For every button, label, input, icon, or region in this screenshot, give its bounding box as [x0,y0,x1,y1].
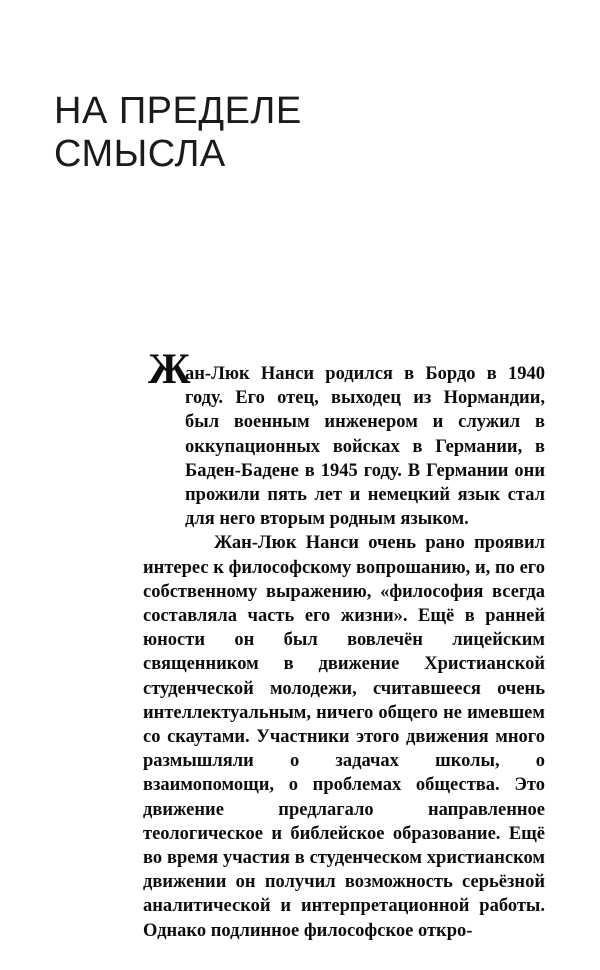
opening-paragraph [148,346,545,531]
body-text [143,346,545,943]
second-paragraph: Жан-Люк Нанси очень рано проявил интерес к философскому вопрошанию, и, по его собственному выражению, «философия всегда составляла часть его жизни». Ещё в ранней юности он был вовлечён лицейским священником в движение Христианской студенческой молодежи, считавшееся очень интеллектуальным, ничего общего не имевшем со скаутами. Участники этого движения много размышляли о задачах школы, о взаимопомощи, о проблемах общества. Это движение предлагало направленное теологическое и библейское образование. Ещё во время участия в студенческом христианском движении он получил возможность серьёзной аналитической и интерпретационной работы. Однако подлинное философское откро- [143,533,545,941]
opening-paragraph-text: ан-Люк Нанси родился в Бордо в 1940 году. Его отец, выходец из Нормандии, был военным инженером и служил в оккупационных войсках в Германии, в Баден-Бадене в 1945 году. В Германии они прожили пять лет и немецкий язык стал для него вторым родным языком. [185,364,545,530]
drop-cap-initial: Ж [148,346,191,393]
chapter-title: НА ПРЕДЕЛЕ СМЫСЛА [54,90,302,175]
